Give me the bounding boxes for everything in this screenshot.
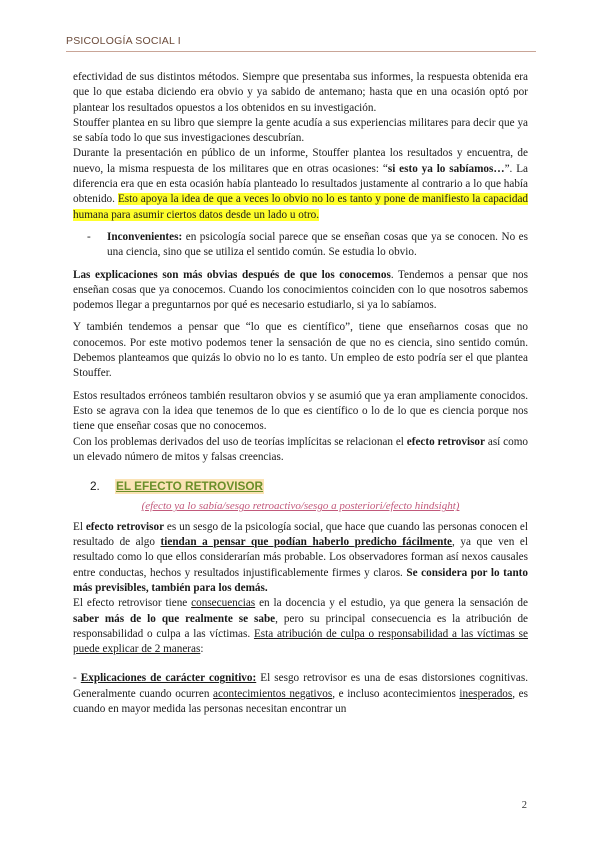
text-run: - bbox=[73, 672, 81, 685]
paragraph bbox=[73, 520, 528, 596]
bullet-item bbox=[87, 230, 528, 261]
paragraph bbox=[73, 435, 528, 466]
paragraph bbox=[73, 146, 528, 222]
text-run: , e incluso acontecimientos bbox=[332, 687, 460, 700]
text-run: , es cuando en mayor medida las personas necesitan encontrar un bbox=[73, 687, 528, 715]
paragraph: Stouffer plantea en su libro que siempre la gente acudía a sus experiencias militares para decir que ya se sabía todo lo que sus investigaciones descubrían. bbox=[73, 116, 528, 145]
bold-run: saber más de lo que realmente se sabe bbox=[73, 612, 276, 625]
section-title: EL EFECTO RETROVISOR bbox=[116, 479, 264, 494]
bold-run bbox=[81, 672, 256, 684]
paragraph: Y también tendemos a pensar que “lo que es científico”, tiene que enseñarnos cosas que no conocemos. Por este motivo podemos tener la sensación de que no es ciencia, sino sentido común. Debemos planteamos que quizás lo obvio no lo es tanto. Un empleo de esto podría ser el que plantea Stouffer. bbox=[73, 321, 528, 380]
page-number: 2 bbox=[521, 800, 527, 811]
bold-run: efecto retrovisor bbox=[85, 520, 165, 533]
bold-quote: si esto ya lo sabíamos… bbox=[387, 162, 505, 175]
text-run: , pero su principal consecuencia es la atribución de responsabilidad o culpa a las víctimas. bbox=[73, 612, 528, 640]
underlined-run: consecuencias bbox=[191, 597, 256, 610]
underlined-run: Explicaciones de carácter cognitivo: bbox=[80, 672, 257, 685]
bold-run: Se considera por lo tanto más previsibles, también para los demás. bbox=[73, 566, 528, 594]
text-run: El efecto retrovisor tiene bbox=[73, 597, 192, 610]
paragraph: efectividad de sus distintos métodos. Siempre que presentaba sus informes, la respuesta obtenida era que lo que estaba diciendo era obvio y ya sabido de antemano; hasta que en una ocasión optó por plantear los resultados opuestos a los obtenidos en su investigación. bbox=[73, 71, 528, 114]
text-run: , ya que ven el resultado como lo que ellos considerarían más probable. Los observadores forman así nexos causales entre conductas, hechos y resultados injustificablemente firmes y claros. bbox=[73, 536, 528, 579]
text-run: Durante la presentación en público de un informe, Stouffer plantea los resultados y encuentra, de nuevo, la misma respuesta de los militares que en otras ocasiones: “ bbox=[73, 147, 528, 175]
paragraph bbox=[73, 671, 528, 717]
text-run: El bbox=[73, 520, 86, 533]
text-run: en la docencia y el estudio, ya que genera la sensación de bbox=[255, 597, 528, 610]
underlined-run: Esta atribución de culpa o responsabilidad a las víctimas se puede explicar de 2 maneras bbox=[73, 627, 528, 656]
text-run: : bbox=[200, 643, 204, 656]
document-body bbox=[73, 70, 528, 717]
section-number: 2. bbox=[90, 479, 100, 494]
underlined-run: acontecimientos negativos bbox=[213, 687, 333, 700]
text-run: Con los problemas derivados del uso de teorías implícitas se relacionan el bbox=[73, 435, 407, 448]
bold-run: efecto retrovisor bbox=[406, 435, 485, 448]
section-heading bbox=[90, 479, 528, 494]
paragraph: Estos resultados erróneos también resultaron obvios y se asumió que ya eran ampliamente conocidos. Esto se agrava con la idea que tenemos de lo que es científico o lo de lo que es ciencia porque nos tiene que enseñar cosas que no conocemos. bbox=[73, 389, 528, 433]
bullet-label: Inconvenientes: bbox=[107, 230, 183, 243]
text-run: El sesgo retrovisor es una de esas distorsiones cognitivas. Generalmente cuando ocurren bbox=[73, 672, 529, 700]
underlined-run: tiendan a pensar que podían haberlo predicho fácilmente bbox=[160, 536, 453, 549]
text-run: en psicología social parece que se enseñan cosas que ya se conocen. No es una ciencia, sino que se utiliza el sentido común. Se estudia lo obvio. bbox=[107, 230, 528, 259]
text-run: así como un elevado número de mitos y falsas creencias. bbox=[73, 435, 528, 463]
bullet-dash: - bbox=[87, 230, 91, 243]
running-header: PSICOLOGÍA SOCIAL I bbox=[66, 35, 536, 52]
underlined-run: inesperados bbox=[459, 687, 513, 700]
section-subtitle: (efecto ya lo sabía/sesgo retroactivo/sesgo a posteriori/efecto hindsight) bbox=[141, 500, 460, 513]
paragraph bbox=[73, 596, 528, 657]
text-run: es un sesgo de la psicología social, que hace que cuando las personas conocen el resultado de algo bbox=[73, 520, 528, 549]
highlighted-text: Esto apoya la idea de que a veces lo obvio no lo es tanto y pone de manifiesto la capacidad humana para asumir ciertos datos desde un lado u otro. bbox=[73, 193, 529, 221]
bold-run: Las explicaciones son más obvias después de que los conocemos bbox=[73, 268, 391, 281]
bold-run bbox=[161, 536, 453, 548]
text-run: ”. La diferencia era que en esta ocasión había planteado lo resultados justamente al contrario a lo que había obtenido. bbox=[73, 162, 528, 206]
text-run: . Tendemos a pensar que nos enseñan cosas que ya conocemos. Cuando los conocimientos coinciden con lo que nosotros sabemos podemos llegar a preguntarnos por qué es necesario estudiarlo, si ya lo sabíamos. bbox=[73, 268, 528, 312]
paragraph bbox=[73, 268, 528, 314]
